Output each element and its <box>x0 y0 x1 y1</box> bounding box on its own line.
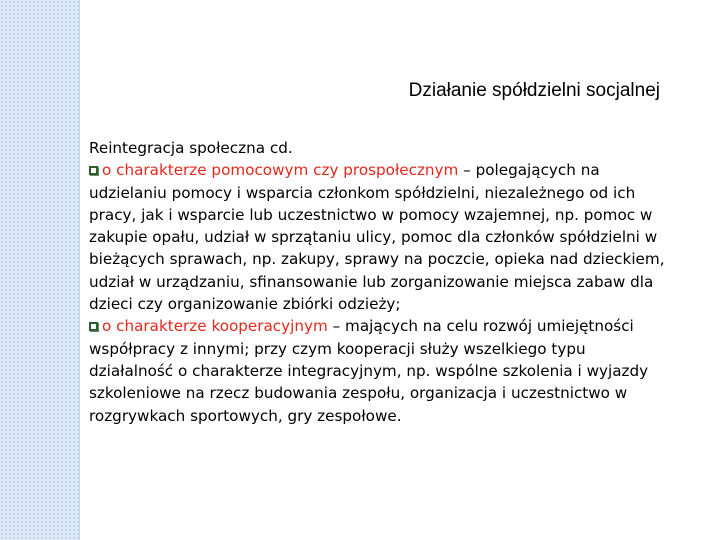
list-item-pomocowy <box>89 159 669 315</box>
highlight-kooperacyjny: kooperacyjnym <box>211 317 328 336</box>
item-text-kooperacyjny: mających na celu rozwój umiejętności współpracy z innymi; przy czym kooperacji służy wszelkiego typu działalność o charakterze integracyjnym, np. wspólne szkolenia i wyjazdy szkoleniowe na rzecz budowania zespołu, organizacja i uczestnictwo w rozgrywkach sportowych, gry zespołowe. <box>89 317 649 425</box>
list-item-kooperacyjny <box>89 315 669 426</box>
checkbox-bullet-icon <box>89 322 98 331</box>
dash: – <box>327 317 346 336</box>
slide-body <box>89 137 669 427</box>
checkbox-bullet-icon <box>89 166 98 175</box>
decorative-sidebar <box>0 0 80 540</box>
highlight-pomocowy: o charakterze pomocowym czy prospołecznym <box>102 161 459 180</box>
section-heading: Reintegracja społeczna cd. <box>89 139 293 157</box>
prefix-kooperacyjny: o charakterze <box>102 317 212 336</box>
slide-title: Działanie spółdzielni socjalnej <box>408 80 660 101</box>
item-text-pomocowy: polegających na udzielaniu pomocy i wsparcia członkom spółdzielni, niezależnego od ich pracy, jak i wsparcie lub uczestnictwo w pomocy wzajemnej, np. pomoc w zakupie opału, udział w sprzątaniu ulicy, pomoc dla członków spółdzielni w bieżących sprawach, np. zakupy, sprawy na poczcie, opieka nad dzieckiem, udział w urządzaniu, sfinansowanie lub zorganizowanie miejsca zabaw dla dzieci czy organizowanie zbiórki odzieży; <box>89 161 665 314</box>
dash: – <box>458 161 476 180</box>
